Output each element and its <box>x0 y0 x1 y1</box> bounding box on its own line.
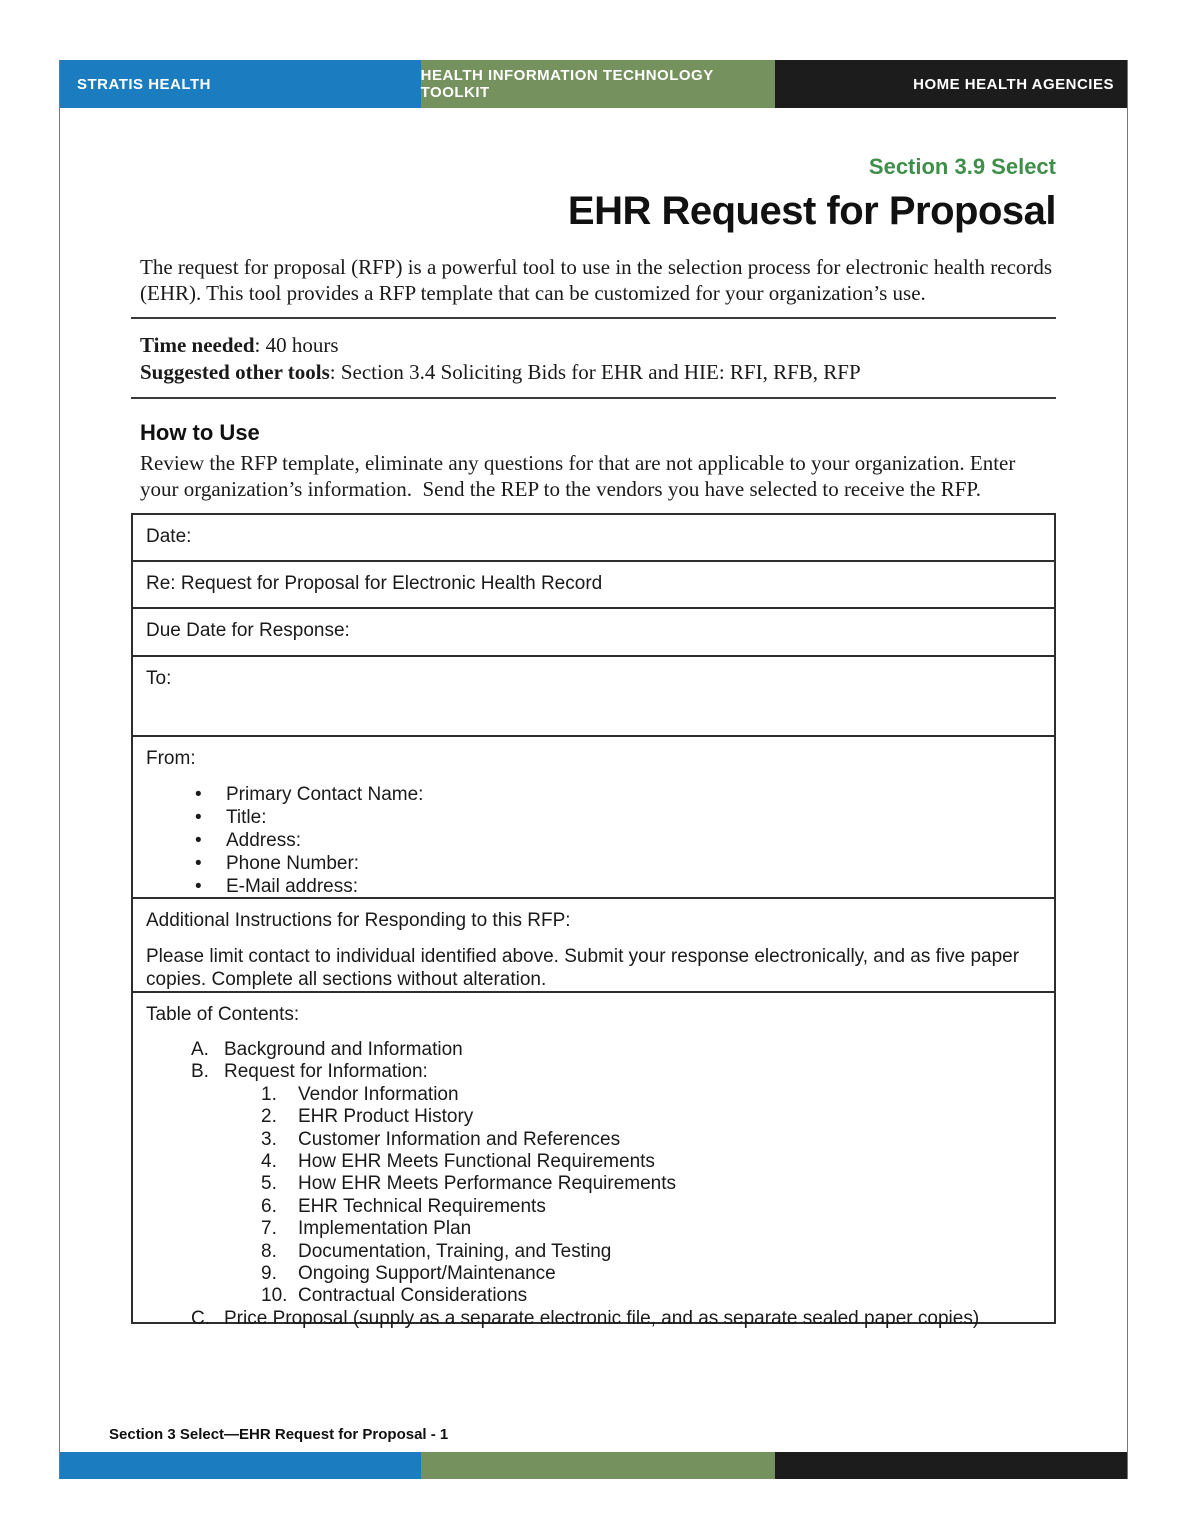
toc-subitem-text: Customer Information and References <box>298 1128 621 1150</box>
header-center-label: HEALTH INFORMATION TECHNOLOGY TOOLKIT <box>420 67 714 101</box>
time-needed-line <box>140 332 1056 359</box>
header-right-label: HOME HEALTH AGENCIES <box>913 75 1114 93</box>
suggested-tools-value: : Section 3.4 Soliciting Bids for EHR and HIE: RFI, RFB, RFP <box>329 360 861 384</box>
toc-subitem-label: 9. <box>261 1263 277 1285</box>
rfp-form-table <box>131 513 1056 1329</box>
time-needed-value: : 40 hours <box>254 333 339 357</box>
table-row-to <box>133 657 1054 737</box>
toc-subitem-text: Implementation Plan <box>298 1218 472 1240</box>
toc-item-label: A. <box>191 1039 209 1060</box>
toc-subitem-text: Vendor Information <box>298 1083 459 1105</box>
header-segment-toolkit <box>421 60 775 108</box>
table-row-table-of-contents <box>133 993 1054 1329</box>
toc-subitem-label: 3. <box>261 1128 277 1150</box>
toc-subitem-text: How EHR Meets Performance Requirements <box>298 1173 677 1195</box>
toc-item-text: Price Proposal (supply as a separate electronic file, and as separate sealed paper copies) <box>224 1307 980 1329</box>
toc-item-text: Request for Information: <box>224 1061 428 1083</box>
header-segment-home-health <box>775 60 1127 108</box>
toc-subitem-5 <box>146 1173 1042 1195</box>
toc-subitem-9 <box>146 1263 1042 1285</box>
toc-subitem-4 <box>146 1151 1042 1173</box>
toc-subitem-text: EHR Product History <box>298 1106 474 1128</box>
toc-subitem-10 <box>146 1285 1042 1307</box>
toc-subitem-6 <box>146 1196 1042 1218</box>
footer-segment-green <box>421 1452 775 1479</box>
suggested-tools-line <box>140 359 1056 386</box>
table-row-due-date <box>133 609 1054 657</box>
due-date-field-label: Due Date for Response: <box>146 620 350 641</box>
suggested-tools-label: Suggested other tools <box>140 360 330 384</box>
toc-subitem-7 <box>146 1218 1042 1240</box>
toc-item-c <box>146 1308 1042 1330</box>
header-left-label: STRATIS HEALTH <box>77 75 211 93</box>
toc-subitem-label: 6. <box>261 1195 277 1217</box>
toc-subitem-2 <box>146 1106 1042 1128</box>
toc-subitem-text: Contractual Considerations <box>298 1285 528 1307</box>
toc-subitem-text: Ongoing Support/Maintenance <box>298 1263 556 1285</box>
toc-subitem-label: 1. <box>261 1083 277 1105</box>
footer-segment-black <box>775 1452 1127 1479</box>
meta-block <box>140 332 1056 386</box>
toc-subitem-label: 8. <box>261 1240 277 1262</box>
divider-meta <box>131 397 1056 399</box>
instructions-title: Additional Instructions for Responding to this RFP: <box>146 910 571 931</box>
from-field-label: From: <box>146 748 196 769</box>
toc-list <box>146 1039 1042 1330</box>
table-row-additional-instructions <box>133 899 1054 993</box>
toc-subitem-text: How EHR Meets Functional Requirements <box>298 1151 655 1173</box>
toc-subitem-text: EHR Technical Requirements <box>298 1195 546 1217</box>
instructions-body: Please limit contact to individual identified above. Submit your response electronically, and as five paper copies. Complete all sections without alteration. <box>146 946 1020 990</box>
re-field-label: Re: Request for Proposal for Electronic Health Record <box>146 573 603 594</box>
to-field-label: To: <box>146 668 172 689</box>
toc-subitem-label: 5. <box>261 1173 277 1195</box>
section-label: Section 3.9 Select <box>868 154 1056 179</box>
how-to-use-body: Review the RFP template, eliminate any questions for that are not applicable to your organization. Enter your organization’s information. Send the REP to the vendors you have selected to receive the RFP. <box>140 451 1021 501</box>
toc-item-a <box>146 1039 1042 1061</box>
toc-item-label: B. <box>191 1061 209 1083</box>
header-bar <box>60 60 1127 108</box>
toc-subitem-text: Documentation, Training, and Testing <box>298 1240 612 1262</box>
list-item: • E-Mail address: <box>146 875 1042 898</box>
toc-subitem-3 <box>146 1129 1042 1151</box>
date-field-label: Date: <box>146 526 192 547</box>
page-footer <box>60 1426 1127 1479</box>
intro-paragraph: The request for proposal (RFP) is a powerful tool to use in the selection process for electronic health records (EHR). This tool provides a RFP template that can be customized for your organization’s use. <box>140 255 1053 305</box>
from-bullet-list <box>146 783 1042 898</box>
header-segment-stratis-health <box>60 60 421 108</box>
footer-segment-blue <box>60 1452 421 1479</box>
toc-item-b <box>146 1061 1042 1083</box>
toc-subitem-label: 4. <box>261 1151 277 1173</box>
how-to-use-heading: How to Use <box>140 420 260 445</box>
footer-page-label: Section 3 Select—EHR Request for Proposal - 1 <box>109 1426 449 1443</box>
toc-item-text: Background and Information <box>224 1039 463 1060</box>
toc-subitem-label: 2. <box>261 1106 277 1128</box>
time-needed-label: Time needed <box>140 333 255 357</box>
page-title: EHR Request for Proposal <box>567 189 1056 233</box>
toc-subitem-1 <box>146 1084 1042 1106</box>
table-row-date <box>133 515 1054 562</box>
toc-item-label: C. <box>191 1307 210 1329</box>
document-paper <box>59 60 1128 1479</box>
list-item: • Title: <box>146 806 1042 829</box>
list-item: • Address: <box>146 829 1042 852</box>
toc-subitem-label: 7. <box>261 1218 277 1240</box>
table-row-re <box>133 562 1054 609</box>
toc-title: Table of Contents: <box>146 1004 300 1025</box>
toc-subitem-label: 10. <box>261 1285 288 1307</box>
list-item: • Primary Contact Name: <box>146 783 1042 806</box>
document-content <box>131 154 1056 1329</box>
footer-bar <box>60 1452 1127 1479</box>
table-row-from <box>133 737 1054 899</box>
toc-subitem-8 <box>146 1241 1042 1263</box>
list-item: • Phone Number: <box>146 852 1042 875</box>
divider-top <box>131 317 1056 319</box>
